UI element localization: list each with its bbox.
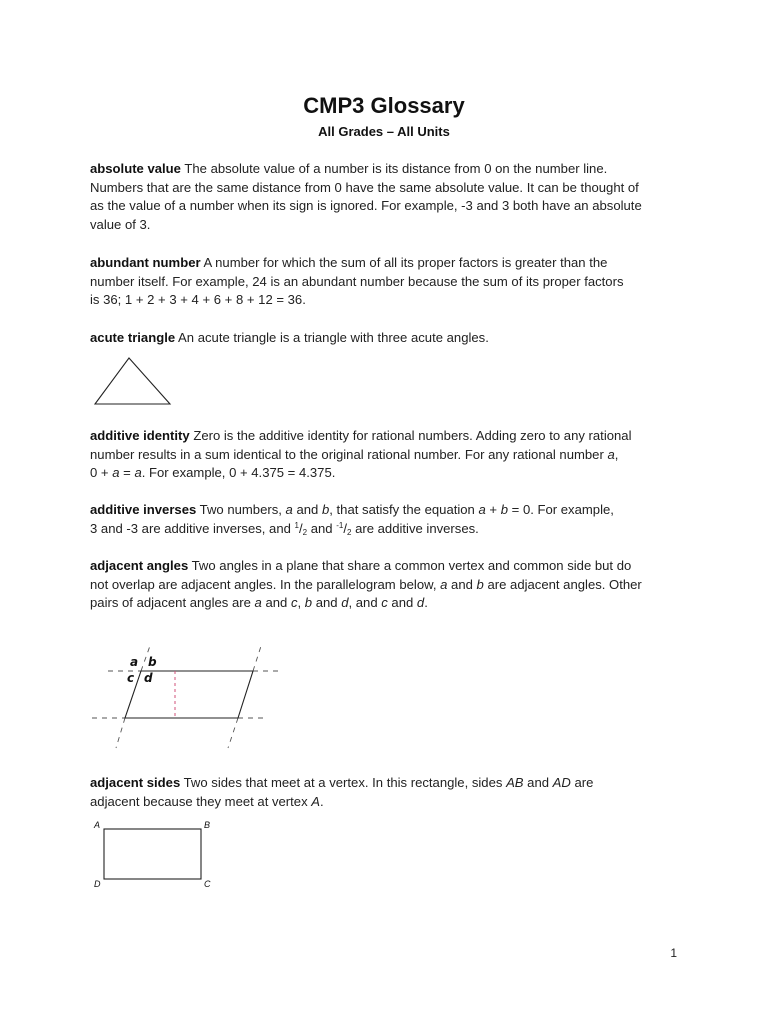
definition-text: 3 and -3 are additive inverses, and <box>90 520 295 536</box>
definition-text: are additive inverses. <box>351 520 479 536</box>
definition-text: Two sides that meet at a vertex. In this rectangle, sides <box>180 775 507 790</box>
definition-text: and <box>523 775 553 790</box>
definition-text: . <box>320 793 324 809</box>
definition-text: . <box>424 595 428 611</box>
variable: AB <box>506 775 524 790</box>
rectangle-shape <box>104 829 201 879</box>
variable: d <box>416 595 425 611</box>
variable: c <box>381 595 388 611</box>
fraction-slash: / <box>343 520 347 536</box>
page-number: 1 <box>670 946 677 960</box>
definition-text: adjacent because they meet at vertex <box>90 793 312 809</box>
variable: a <box>112 465 120 481</box>
fraction-numerator: -1 <box>336 520 344 530</box>
angle-label-d: d <box>144 671 153 685</box>
definition-text: and <box>307 520 337 536</box>
variable: b <box>500 502 509 517</box>
definition-text: and <box>292 502 322 517</box>
definition-text: pairs of adjacent angles are <box>90 595 255 611</box>
angle-label-b: b <box>148 655 157 669</box>
variable: a <box>440 576 448 592</box>
definition-text: , and <box>348 595 382 611</box>
variable: a <box>607 446 615 462</box>
variable: b <box>304 595 313 611</box>
definition-text: The absolute value of a number is its distance from 0 on the number line. <box>180 161 608 176</box>
term-additive-inverses: additive inverses <box>90 502 197 517</box>
term-adjacent-sides: adjacent sides <box>90 775 181 790</box>
vertex-label-d: D <box>94 879 101 889</box>
definition-text: Numbers that are the same distance from 0 have the same absolute value. It can be thought of <box>90 179 639 195</box>
definition-text: Zero is the additive identity for rational numbers. Adding zero to any rational <box>189 428 632 443</box>
angle-label-a: a <box>130 655 139 669</box>
definition-text: and <box>261 595 291 611</box>
fraction-numerator: 1 <box>294 520 299 530</box>
definition-text: number results in a sum identical to the original rational number. For any rational number <box>90 446 608 462</box>
term-additive-identity: additive identity <box>90 428 190 443</box>
definition-text: An acute triangle is a triangle with three acute angles. <box>175 330 489 345</box>
variable: a <box>254 595 262 611</box>
definition-text: not overlap are adjacent angles. In the parallelogram below, <box>90 576 441 592</box>
fraction-denominator: 2 <box>346 527 352 537</box>
definition-text: 0 + <box>90 465 113 481</box>
definition-text: and <box>312 595 342 611</box>
term-absolute-value: absolute value <box>90 161 181 176</box>
variable: b <box>476 576 484 592</box>
definition-text: is 36; 1 + 2 + 3 + 4 + 6 + 8 + 12 = 36. <box>90 292 306 308</box>
vertex-label-c: C <box>204 879 211 889</box>
definition-text: number itself. For example, 24 is an abundant number because the sum of its proper factors <box>90 273 624 289</box>
variable: a <box>134 465 142 481</box>
term-adjacent-angles: adjacent angles <box>90 558 189 573</box>
page-subtitle: All Grades – All Units <box>318 124 450 139</box>
variable: a <box>478 502 486 517</box>
definition-text: as the value of a number when its sign is ignored. For example, -3 and 3 both have an absolute <box>90 198 642 214</box>
variable: A <box>311 793 321 809</box>
variable: b <box>321 502 330 517</box>
definition-text: Two angles in a plane that share a common vertex and common side but do <box>188 558 632 573</box>
definition-text: , <box>297 595 305 611</box>
fraction-slash: / <box>299 520 303 536</box>
definition-text: are <box>570 775 594 790</box>
variable: d <box>341 595 349 611</box>
definition-text: Two numbers, <box>196 502 286 517</box>
definition-text: and <box>447 576 477 592</box>
definition-text: value of 3. <box>90 216 151 232</box>
definition-text: + <box>485 502 501 517</box>
definition-text: . For example, 0 + 4.375 = 4.375. <box>141 465 336 481</box>
variable: AD <box>552 775 571 790</box>
vertex-label-a: A <box>94 820 101 830</box>
definition-text: = 0. For example, <box>508 502 614 517</box>
definition-text: A number for which the sum of all its proper factors is greater than the <box>200 255 608 270</box>
page-title: CMP3 Glossary <box>303 93 465 118</box>
definition-text: , <box>614 446 619 462</box>
term-acute-triangle: acute triangle <box>90 330 176 345</box>
variable: a <box>285 502 293 517</box>
definition-text: and <box>387 595 417 611</box>
definition-text: are adjacent angles. Other <box>483 576 642 592</box>
variable: c <box>290 595 298 611</box>
vertex-label-b: B <box>204 820 211 830</box>
angle-label-c: c <box>127 671 135 685</box>
definition-text: = <box>119 465 135 481</box>
fraction-denominator: 2 <box>302 527 308 537</box>
term-abundant-number: abundant number <box>90 255 201 270</box>
definition-text: , that satisfy the equation <box>329 502 479 517</box>
